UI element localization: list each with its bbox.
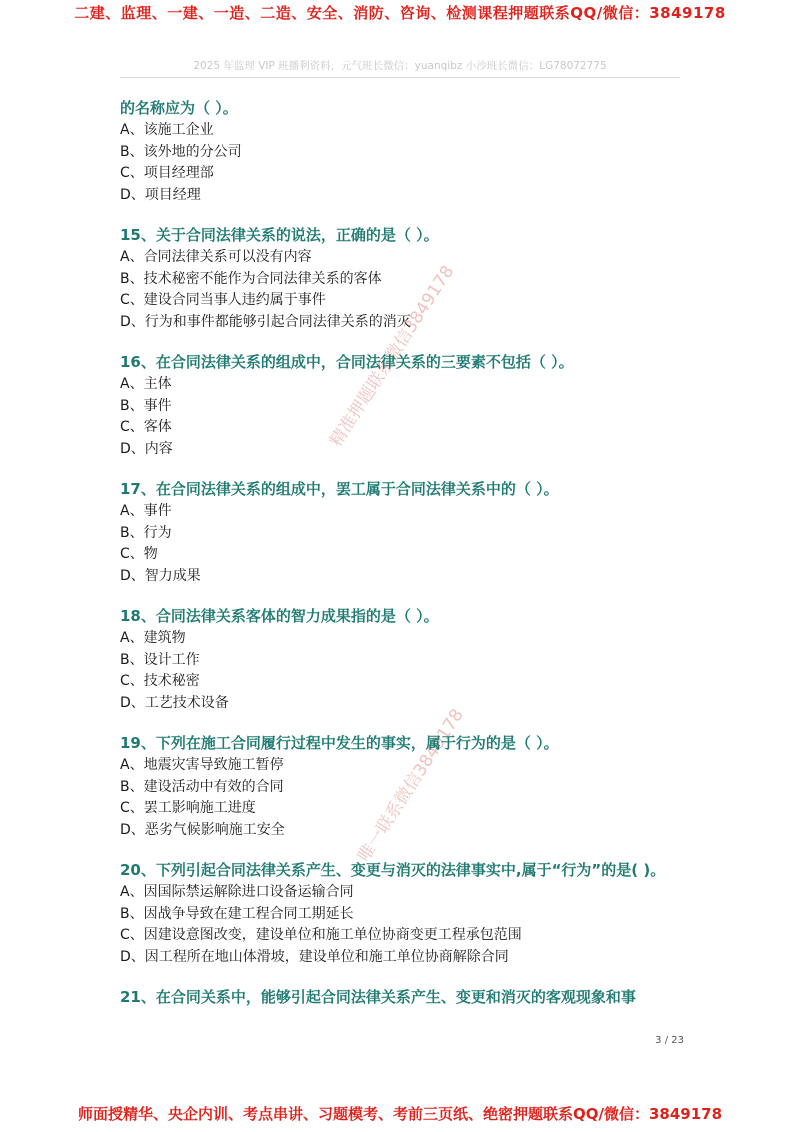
question-option: C、客体: [120, 419, 172, 435]
question-option: C、物: [120, 546, 158, 562]
question-option: C、建设合同当事人违约属于事件: [120, 292, 326, 308]
question-option: B、因战争导致在建工程合同工期延长: [120, 905, 354, 922]
question: [120, 732, 700, 841]
question: [120, 859, 700, 968]
question: [120, 478, 700, 587]
question-option: B、建设活动中有效的合同: [120, 778, 284, 795]
question-option: D、智力成果: [120, 567, 201, 584]
question-option: A、因国际禁运解除进口设备运输合同: [120, 884, 354, 900]
question-title: 21、在合同关系中，能够引起合同法律关系产生、变更和消灭的客观现象和事: [120, 988, 636, 1006]
question-option: D、恶劣气候影响施工安全: [120, 821, 285, 838]
header-divider: [120, 77, 680, 78]
question-option: B、该外地的分公司: [120, 143, 242, 160]
question-option: A、合同法律关系可以没有内容: [120, 249, 312, 265]
page-subheader: 2025 年监理 VIP 班播利资料，元气班长微信：yuanqibz 小沙班长微信：LG78072775: [193, 60, 607, 72]
bottom-banner: 师面授精华、央企内训、考点串讲、习题模考、考前三页纸、绝密押题联系QQ/微信：3849178: [77, 1105, 723, 1123]
question: [120, 986, 700, 1009]
question-option: C、项目经理部: [120, 165, 214, 181]
question-title: 16、在合同法律关系的组成中，合同法律关系的三要素不包括（ ）。: [120, 353, 574, 371]
question-title: 18、合同法律关系客体的智力成果指的是（ ）。: [120, 607, 439, 625]
question: [120, 224, 700, 333]
question-option: A、事件: [120, 503, 172, 519]
question-title: 的名称应为（ ）。: [120, 99, 238, 117]
question-option: B、事件: [120, 397, 172, 414]
question-title: 20、下列引起合同法律关系产生、变更与消灭的法律事实中,属于“行为”的是( )。: [120, 861, 666, 879]
question-option: B、设计工作: [120, 651, 200, 668]
question: [120, 351, 700, 460]
question-option: B、技术秘密不能作为合同法律关系的客体: [120, 270, 382, 287]
question-option: C、因建设意图改变，建设单位和施工单位协商变更工程承包范围: [120, 927, 522, 943]
question-option: A、该施工企业: [120, 122, 214, 138]
question-option: A、地震灾害导致施工暂停: [120, 757, 284, 773]
question-option: D、项目经理: [120, 186, 201, 203]
question: [120, 97, 700, 206]
question-option: D、内容: [120, 440, 173, 457]
question: [120, 605, 700, 714]
top-banner: 二建、监理、一建、一造、二造、安全、消防、咨询、检测课程押题联系QQ/微信：3849178: [74, 4, 726, 22]
question-option: D、工艺技术设备: [120, 694, 229, 711]
question-option: D、因工程所在地山体滑坡，建设单位和施工单位协商解除合同: [120, 948, 509, 965]
watermark: 唯一联系微信3849178: [354, 705, 468, 866]
question-option: D、行为和事件都能够引起合同法律关系的消灭: [120, 313, 411, 330]
watermark: 精准押题联系微信3849178: [326, 262, 459, 451]
question-title: 15、关于合同法律关系的说法，正确的是（ ）。: [120, 226, 439, 244]
question-option: A、主体: [120, 376, 172, 392]
page-number: 3 / 23: [655, 1035, 684, 1046]
question-option: A、建筑物: [120, 630, 186, 646]
question-title: 19、下列在施工合同履行过程中发生的事实，属于行为的是（ ）。: [120, 734, 559, 752]
question-title: 17、在合同法律关系的组成中，罢工属于合同法律关系中的（ ）。: [120, 480, 559, 498]
question-option: B、行为: [120, 524, 172, 541]
question-list: [120, 97, 700, 1027]
question-option: C、技术秘密: [120, 673, 200, 689]
question-option: C、罢工影响施工进度: [120, 800, 256, 816]
